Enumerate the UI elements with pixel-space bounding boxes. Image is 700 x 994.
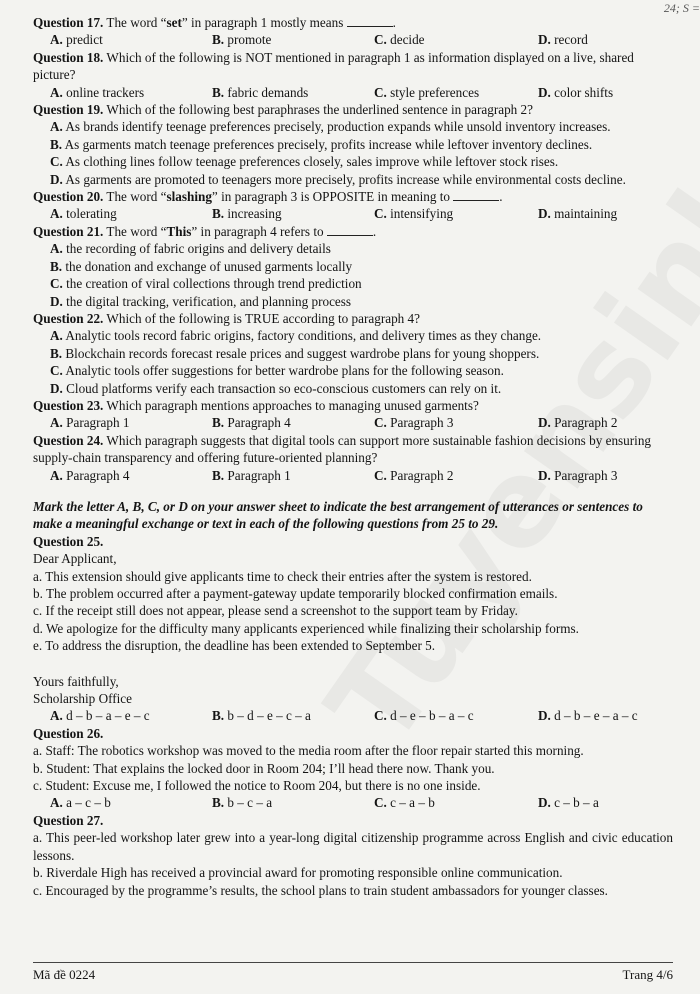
option-a[interactable]: A. a – c – b	[50, 795, 111, 811]
option-b[interactable]: B. Paragraph 1	[212, 467, 291, 483]
question-23: Question 23. Which paragraph mentions approaches to managing unused garments?	[33, 397, 479, 413]
option-d[interactable]: D. maintaining	[538, 206, 618, 222]
option-d[interactable]: D. Cloud platforms verify each transaction so eco-conscious customers can rely on it.	[50, 380, 502, 396]
option-d[interactable]: D. Paragraph 3	[538, 467, 618, 483]
option-b[interactable]: B. the donation and exchange of unused garments locally	[50, 258, 353, 274]
question-18: Question 18. Which of the following is NOT mentioned in paragraph 1 as information displayed on a live, shared picture?	[33, 49, 634, 83]
option-c[interactable]: C. decide	[374, 32, 425, 48]
key-word: This	[166, 223, 192, 239]
question-24: Question 24. Which paragraph suggests that digital tools can support more sustainable fashion decisions by ensuring supply-chain transparency and offering future-oriented planning?	[33, 432, 652, 466]
question-20: Question 20. The word “slashing” in paragraph 3 is OPPOSITE in meaning to .	[33, 189, 503, 205]
answer-blank	[327, 223, 373, 236]
option-d[interactable]: D. Paragraph 2	[538, 415, 618, 431]
option-b[interactable]: B. b – d – e – c – a	[212, 708, 311, 724]
question-label: Question 27.	[33, 812, 104, 828]
letter-salutation: Dear Applicant,	[33, 551, 117, 567]
sentence-a: a. This extension should give applicants time to check their entries after the system is restored.	[33, 568, 532, 584]
letter-signature: Scholarship Office	[33, 691, 133, 707]
section-instruction: Mark the letter A, B, C, or D on your answer sheet to indicate the best arrangement of utterances or sentences to make a meaningful exchange or text in each of the following questions from 25 to 29.	[33, 498, 643, 532]
option-a[interactable]: A. As brands identify teenage preferences precisely, production expands while unsold inventory increases.	[50, 119, 611, 135]
key-word: set	[166, 15, 182, 30]
utterance-a: a. Staff: The robotics workshop was moved to the media room after the floor repair started this morning.	[33, 743, 584, 759]
option-d[interactable]: D. color shifts	[538, 84, 614, 100]
option-b[interactable]: B. b – c – a	[212, 795, 273, 811]
question-label: Question 26.	[33, 725, 104, 741]
utterance-c: c. Student: Excuse me, I followed the notice to Room 204, but there is no one inside.	[33, 778, 481, 794]
answer-blank	[347, 14, 393, 27]
question-label: Question 24.	[33, 432, 104, 448]
option-c[interactable]: C. style preferences	[374, 84, 480, 100]
sentence-d: d. We apologize for the difficulty many applicants experienced while finalizing their scholarship forms.	[33, 620, 579, 636]
question-label: Question 21.	[33, 223, 104, 239]
options-17	[33, 31, 673, 48]
option-a[interactable]: A. d – b – a – e – c	[50, 708, 150, 724]
question-label: Question 20.	[33, 189, 104, 205]
options-20	[33, 205, 673, 222]
option-d[interactable]: D. d – b – e – a – c	[538, 708, 638, 724]
key-word: slashing	[166, 189, 212, 205]
option-c[interactable]: C. Paragraph 2	[374, 467, 454, 483]
question-label: Question 25.	[33, 533, 104, 549]
options-18	[33, 84, 673, 101]
question-label: Question 19.	[33, 102, 104, 118]
option-b[interactable]: B. fabric demands	[212, 84, 309, 100]
question-27	[33, 812, 673, 829]
page-footer	[33, 962, 673, 983]
option-b[interactable]: B. As garments match teenage preferences precisely, profits increase while leftover inventory declines.	[50, 136, 593, 152]
option-c[interactable]: C. d – e – b – a – c	[374, 708, 474, 724]
option-a[interactable]: A. Paragraph 4	[50, 467, 130, 483]
option-a[interactable]: A. tolerating	[50, 206, 117, 222]
sentence-e: e. To address the disruption, the deadline has been extended to September 5.	[33, 638, 436, 654]
option-b[interactable]: B. Blockchain records forecast resale prices and suggest wardrobe plans for young shoppers.	[50, 345, 540, 361]
option-c[interactable]: C. As clothing lines follow teenage preferences closely, sales improve while leftover stock rises.	[50, 154, 559, 170]
option-b[interactable]: B. promote	[212, 32, 272, 48]
question-25	[33, 533, 673, 550]
option-a[interactable]: A. Analytic tools record fabric origins, factory conditions, and delivery times as they change.	[50, 328, 542, 344]
option-d[interactable]: D. the digital tracking, verification, and planning process	[50, 293, 352, 309]
question-label: Question 23.	[33, 397, 104, 413]
utterance-b: b. Student: That explains the locked door in Room 204; I’ll head there now. Thank you.	[33, 760, 495, 776]
option-c[interactable]: C. Paragraph 3	[374, 415, 454, 431]
exam-code: Mã đề 0224	[33, 967, 96, 982]
sentence-b: b. The problem occurred after a payment-gateway update temporarily blocked confirmation emails.	[33, 586, 558, 601]
option-d[interactable]: D. record	[538, 32, 588, 48]
question-19: Question 19. Which of the following best paraphrases the underlined sentence in paragraph 2?	[33, 102, 534, 118]
question-label: Question 22.	[33, 310, 104, 326]
options-22	[33, 327, 673, 397]
question-17: Question 17. The word “set” in paragraph 1 mostly means .	[33, 15, 396, 30]
option-a[interactable]: A. predict	[50, 32, 103, 48]
question-label: Question 18.	[33, 49, 104, 65]
option-a[interactable]: A. Paragraph 1	[50, 415, 130, 431]
page-number: Trang 4/6	[622, 967, 673, 982]
option-c[interactable]: C. intensifying	[374, 206, 454, 222]
options-21	[33, 240, 673, 310]
question-label: Question 17.	[33, 15, 104, 30]
question-26	[33, 725, 673, 742]
exam-page	[33, 14, 673, 899]
option-a[interactable]: A. the recording of fabric origins and delivery details	[50, 241, 331, 257]
options-19	[33, 118, 673, 188]
option-c[interactable]: C. c – a – b	[374, 795, 435, 811]
sentence-a: a. This peer-led workshop later grew into a year-long digital citizenship programme across English and civic education lessons.	[33, 830, 673, 863]
options-25	[33, 707, 673, 724]
options-26	[33, 794, 673, 811]
question-21: Question 21. The word “This” in paragraph 4 refers to .	[33, 223, 377, 239]
sentence-c: c. If the receipt still does not appear, please send a screenshot to the support team by Friday.	[33, 603, 518, 619]
option-c[interactable]: C. Analytic tools offer suggestions for better wardrobe plans for the following season.	[50, 363, 504, 379]
option-a[interactable]: A. online trackers	[50, 84, 145, 100]
answer-blank	[453, 188, 499, 201]
option-b[interactable]: B. Paragraph 4	[212, 415, 291, 431]
sentence-c: c. Encouraged by the programme’s results, the school plans to train student ambassadors for younger classes.	[33, 882, 608, 898]
option-c[interactable]: C. the creation of viral collections through trend prediction	[50, 276, 362, 292]
option-d[interactable]: D. As garments are promoted to teenagers more precisely, profits increase while environmental costs decline.	[50, 171, 626, 187]
letter-closing: Yours faithfully,	[33, 673, 119, 689]
sentence-b: b. Riverdale High has received a provincial award for promoting responsible online communication.	[33, 865, 563, 881]
options-23	[33, 414, 673, 431]
option-b[interactable]: B. increasing	[212, 206, 282, 222]
options-24	[33, 467, 673, 484]
option-d[interactable]: D. c – b – a	[538, 795, 599, 811]
question-22: Question 22. Which of the following is TRUE according to paragraph 4?	[33, 310, 421, 326]
corner-fragment: 24; S =	[663, 1, 700, 15]
